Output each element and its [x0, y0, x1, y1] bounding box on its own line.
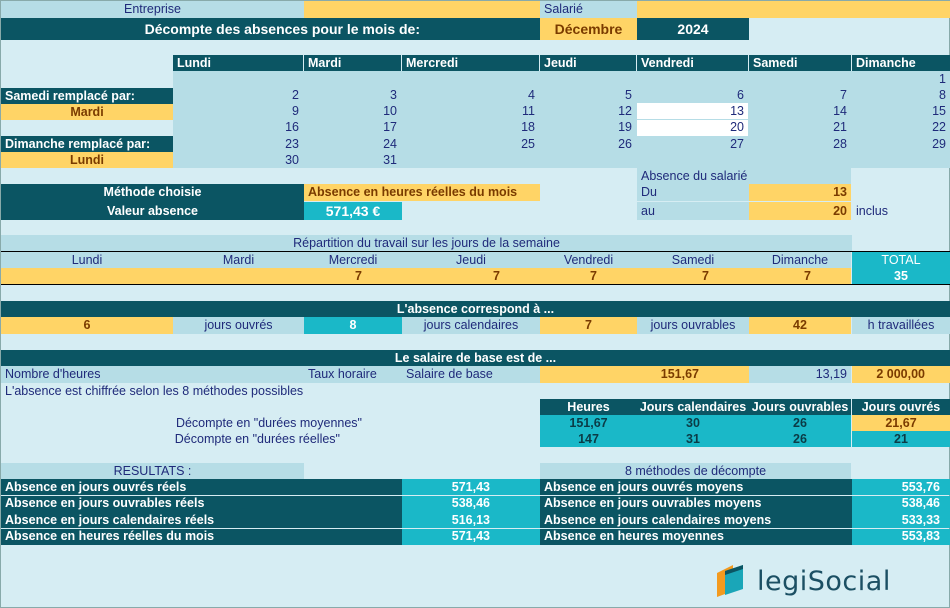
repartition-header: Vendredi [540, 252, 637, 268]
calendar-day: 28 [833, 136, 847, 151]
taux-horaire-value: 13,19 [749, 366, 851, 383]
jours-ouvrables-value: 7 [540, 317, 637, 334]
entreprise-label: Entreprise [1, 1, 304, 18]
salaire-title: Le salaire de base est de ... [1, 350, 950, 366]
absence-au-input[interactable]: 20 [749, 202, 851, 220]
methodes-note: L'absence est chiffrée selon les 8 méthodes possibles [5, 383, 304, 398]
calendar-day: 9 [292, 104, 299, 119]
method-select[interactable]: Absence en heures réelles du mois [304, 184, 540, 201]
methode-value: 538,46 [852, 496, 950, 512]
samedi-remplace-label: Samedi remplacé par: [1, 88, 173, 104]
calendar-day: 14 [833, 104, 847, 119]
repartition-hours-input[interactable]: 7 [304, 268, 402, 284]
resultat-value: 538,46 [402, 496, 540, 512]
calendar-day [540, 152, 636, 168]
decompte-cell: 30 [637, 415, 749, 431]
absence-inclus-label: inclus [856, 203, 888, 218]
methode-label: Absence en jours ouvrables moyens [540, 496, 852, 512]
decompte-cell: 31 [637, 431, 749, 447]
valeur-absence-label: Valeur absence [106, 203, 199, 218]
calendar-day: 29 [932, 136, 946, 151]
calendar-day [637, 71, 748, 87]
absence-du-input[interactable]: 13 [749, 184, 851, 201]
salarie-label: Salarié [540, 1, 637, 18]
calendar-day: 22 [932, 120, 946, 135]
repartition-hours-input[interactable]: 7 [540, 268, 637, 284]
decompte-row-label: Décompte en "durées moyennes" [175, 415, 362, 430]
calendar-day: 13 [637, 103, 748, 119]
salaire-base-label: Salaire de base [402, 366, 540, 383]
heures-travaillees-value: 42 [749, 317, 851, 334]
repartition-header: Lundi [1, 252, 173, 268]
calendar-day: 6 [737, 87, 744, 102]
valeur-absence-value: 571,43 € [304, 202, 402, 220]
decompte-cell: 151,67 [540, 415, 637, 431]
calendar-day: 4 [528, 87, 535, 102]
methode-value: 533,33 [852, 512, 950, 528]
calendar-day: 24 [383, 136, 397, 151]
calendar-day: 26 [618, 136, 632, 151]
cal-header-dimanche: Dimanche [852, 55, 950, 71]
repartition-hours-input[interactable]: 7 [749, 268, 851, 284]
salaire-base-input[interactable]: 2 000,00 [852, 366, 950, 383]
cal-header-samedi: Samedi [749, 55, 851, 71]
resultat-label: Absence en heures réelles du mois [1, 529, 402, 545]
jours-ouvres-value: 6 [1, 317, 173, 334]
jours-calendaires-label: jours calendaires [402, 317, 540, 334]
repartition-header: Mercredi [304, 252, 402, 268]
cal-header-jeudi: Jeudi [540, 55, 636, 71]
nombre-heures-input[interactable]: 151,67 [540, 366, 749, 383]
methode-label: Absence en heures moyennes [540, 529, 852, 545]
samedi-remplace-select[interactable]: Mardi [1, 104, 173, 120]
taux-horaire-label: Taux horaire [304, 366, 402, 383]
calendar-day: 3 [390, 87, 397, 102]
dimanche-remplace-label: Dimanche remplacé par: [1, 136, 173, 152]
calendar-day: 23 [285, 136, 299, 151]
cal-header-lundi: Lundi [173, 55, 303, 71]
page-title: Décompte des absences pour le mois de: [1, 18, 540, 40]
methodes-decompte-title: 8 méthodes de décompte [540, 463, 851, 479]
calendar-day: 1 [939, 71, 946, 86]
calendar-day: 2 [292, 87, 299, 102]
decompte-cell: 26 [749, 431, 851, 447]
repartition-header: Samedi [637, 252, 749, 268]
calendar-day [637, 152, 748, 168]
logo-text-legi: legi [757, 565, 808, 597]
legisocial-logo-icon [713, 563, 753, 599]
decompte-cell: 21,67 [852, 415, 950, 431]
calendar-day: 11 [522, 104, 535, 119]
resultat-label: Absence en jours calendaires réels [1, 512, 402, 528]
dimanche-remplace-select[interactable]: Lundi [1, 152, 173, 168]
calendar-day: 15 [932, 104, 946, 119]
resultat-value: 571,43 [402, 479, 540, 495]
decompte-header-heures: Heures [540, 399, 637, 415]
resultat-value: 516,13 [402, 512, 540, 528]
calendar-day [852, 152, 950, 168]
jours-ouvres-label: jours ouvrés [173, 317, 304, 334]
repartition-header: Mardi [173, 252, 304, 268]
decompte-header-jours-ouvrables: Jours ouvrables [749, 399, 851, 415]
decompte-header-jours-ouvres: Jours ouvrés [852, 399, 950, 415]
calendar-day: 21 [833, 120, 847, 135]
decompte-cell: 26 [749, 415, 851, 431]
repartition-header: Dimanche [749, 252, 851, 268]
calendar-day: 31 [383, 152, 397, 167]
salarie-input[interactable] [637, 1, 950, 18]
calendar-day [304, 71, 401, 87]
calendar-day: 10 [383, 104, 397, 119]
method-label: Méthode choisie [103, 185, 202, 200]
calendar-day [173, 71, 303, 87]
calendar-day: 27 [730, 136, 744, 151]
resultats-title: RESULTATS : [1, 463, 304, 479]
repartition-hours-input[interactable]: 7 [637, 268, 749, 284]
heures-travaillees-label: h travaillées [852, 317, 950, 334]
calendar-day: 20 [637, 120, 748, 136]
cal-header-vendredi: Vendredi [637, 55, 748, 71]
calendar-day: 19 [618, 120, 632, 135]
correspond-title: L'absence correspond à ... [1, 301, 950, 317]
calendar-day: 16 [285, 120, 299, 135]
repartition-hours-input[interactable] [1, 268, 173, 284]
decompte-row-label: Décompte en "durées réelles" [174, 431, 340, 446]
repartition-hours-input[interactable]: 7 [402, 268, 540, 284]
calendar-day [402, 71, 539, 87]
calendar-day [402, 152, 539, 168]
methode-value: 553,83 [852, 529, 950, 545]
repartition-hours-input: 35 [852, 268, 950, 284]
absence-du-label: Du [637, 184, 749, 201]
cal-header-mardi: Mardi [304, 55, 401, 71]
repartition-title: Répartition du travail sur les jours de la semaine [1, 235, 852, 251]
jours-calendaires-value: 8 [304, 317, 402, 334]
calendar-day: 25 [521, 136, 535, 151]
jours-ouvrables-label: jours ouvrables [637, 317, 749, 334]
entreprise-input[interactable] [304, 1, 540, 18]
decompte-header-jours-calendaires: Jours calendaires [637, 399, 749, 415]
calendar-day: 7 [840, 87, 847, 102]
nombre-heures-label: Nombre d'heures [1, 366, 304, 383]
absence-au-label: au [637, 202, 749, 220]
resultat-label: Absence en jours ouvrés réels [1, 479, 402, 495]
methode-label: Absence en jours calendaires moyens [540, 512, 852, 528]
calendar-day: 30 [285, 152, 299, 167]
calendar-day: 12 [618, 104, 632, 119]
resultat-label: Absence en jours ouvrables réels [1, 496, 402, 512]
calendar-day [540, 71, 636, 87]
resultat-value: 571,43 [402, 529, 540, 545]
calendar-day: 5 [625, 87, 632, 102]
logo-text-social: Social [807, 565, 891, 597]
decompte-cell: 147 [540, 431, 637, 447]
methode-value: 553,76 [852, 479, 950, 495]
calendar-day: 17 [383, 120, 397, 135]
month-select[interactable]: Décembre [540, 18, 637, 40]
legisocial-logo [713, 563, 891, 599]
year-field[interactable]: 2024 [637, 18, 749, 40]
methode-label: Absence en jours ouvrés moyens [540, 479, 852, 495]
repartition-header: TOTAL [852, 252, 950, 268]
calendar-day [749, 152, 851, 168]
calendar-day: 18 [521, 120, 535, 135]
absence-title: Absence du salarié [637, 168, 851, 184]
repartition-hours-input[interactable] [173, 268, 304, 284]
cal-header-mercredi: Mercredi [402, 55, 539, 71]
calendar-day: 8 [939, 87, 946, 102]
calendar-day [749, 71, 851, 87]
repartition-header: Jeudi [402, 252, 540, 268]
decompte-cell: 21 [852, 431, 950, 447]
